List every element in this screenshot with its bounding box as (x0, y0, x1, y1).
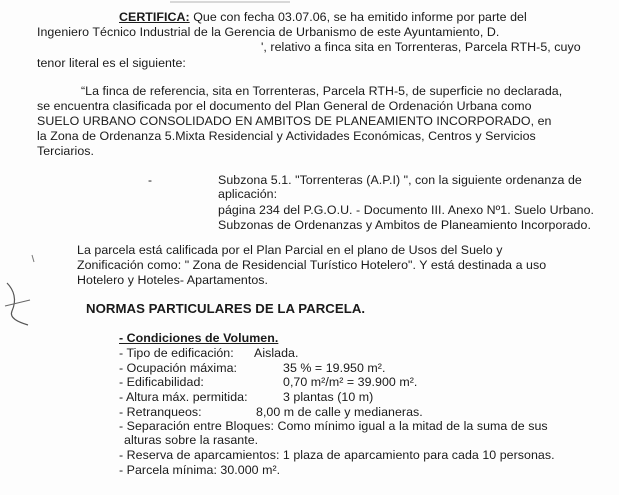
certifica-label: CERTIFICA: (119, 10, 190, 24)
quote-line-4: la Zona de Ordenanza 5.Mixta Residencial y Actividades Económicas, Centros y Servicios (37, 129, 536, 143)
quote-line-5: Terciarios. (37, 144, 95, 158)
parcela-line-3: Hotelero y Hoteles- Apartamentos. (77, 273, 269, 287)
certifica-line-3: ', relativo a finca sita en Torrenteras, Parcela RTH-5, cuyo (261, 40, 581, 54)
normas-heading: NORMAS PARTICULARES DE LA PARCELA. (86, 301, 366, 316)
volumen-item-label: - Altura máx. permitida: (119, 390, 248, 404)
volumen-item-value: 0,70 m²/m² = 39.900 m². (283, 375, 418, 389)
quote-line-1: “La finca de referencia, sita en Torrenteras, Parcela RTH-5, de superficie no declarada, (81, 84, 563, 98)
certifica-line-2: Ingeniero Técnico Industrial de la Gerencia de Urbanismo de este Ayuntamiento, D. (37, 25, 500, 39)
certifica-line-1 (119, 10, 527, 24)
parcela-minima-line: - Parcela mínima: 30.000 m². (119, 463, 281, 477)
volumen-item-label: - Retranqueos: (119, 405, 202, 419)
quote-line-3: SUELO URBANO CONSOLIDADO EN AMBITOS DE PLANEAMIENTO INCORPORADO, en (37, 114, 552, 128)
subzona-line-3: página 234 del P.G.O.U. - Documento III. Anexo Nº1. Suelo Urbano. (218, 203, 595, 217)
volumen-item-value: 35 % = 19.950 m². (283, 361, 386, 375)
volumen-item-label: - Edificabilidad: (119, 375, 204, 389)
quote-line-2: se encuentra clasificada por el documento del Plan General de Ordenación Urbana como (37, 99, 532, 113)
volumen-item-label: - Ocupación máxima: (119, 361, 238, 375)
volumen-item-value: 8,00 m de calle y medianeras. (256, 405, 423, 419)
parcela-line-2: Zonificación como: " Zona de Residencial Turístico Hotelero". Y está destinada a uso (77, 258, 547, 272)
subzona-line-2: aplicación: (218, 187, 278, 201)
volumen-item-label: - Tipo de edificación: (119, 346, 234, 360)
volumen-item-value: 3 plantas (10 m) (283, 390, 374, 404)
subzona-bullet: - (148, 173, 152, 187)
certifica-line-4: tenor literal es el siguiente: (37, 56, 186, 70)
reserva-line: - Reserva de aparcamientos: 1 plaza de aparcamiento para cada 10 personas. (119, 448, 555, 462)
parcela-line-1: La parcela está calificada por el Plan Parcial en el plano de Usos del Suelo y (77, 243, 503, 257)
volumen-item-value: Aislada. (254, 346, 299, 360)
volumen-heading: - Condiciones de Volumen. (119, 331, 279, 345)
certifica-line-1-text: Que con fecha 03.07.06, se ha emitido informe por parte del (189, 10, 527, 24)
subzona-line-1: Subzona 5.1. "Torrenteras (A.P.I) ", con la siguiente ordenanza de (218, 173, 582, 187)
separacion-line-2: alturas sobre la rasante. (124, 433, 259, 447)
subzona-line-4: Subzonas de Ordenanzas y Ambitos de Planeamiento Incorporado. (218, 218, 591, 232)
separacion-line-1: - Separación entre Bloques: Como mínimo igual a la mitad de la suma de sus (119, 419, 548, 433)
